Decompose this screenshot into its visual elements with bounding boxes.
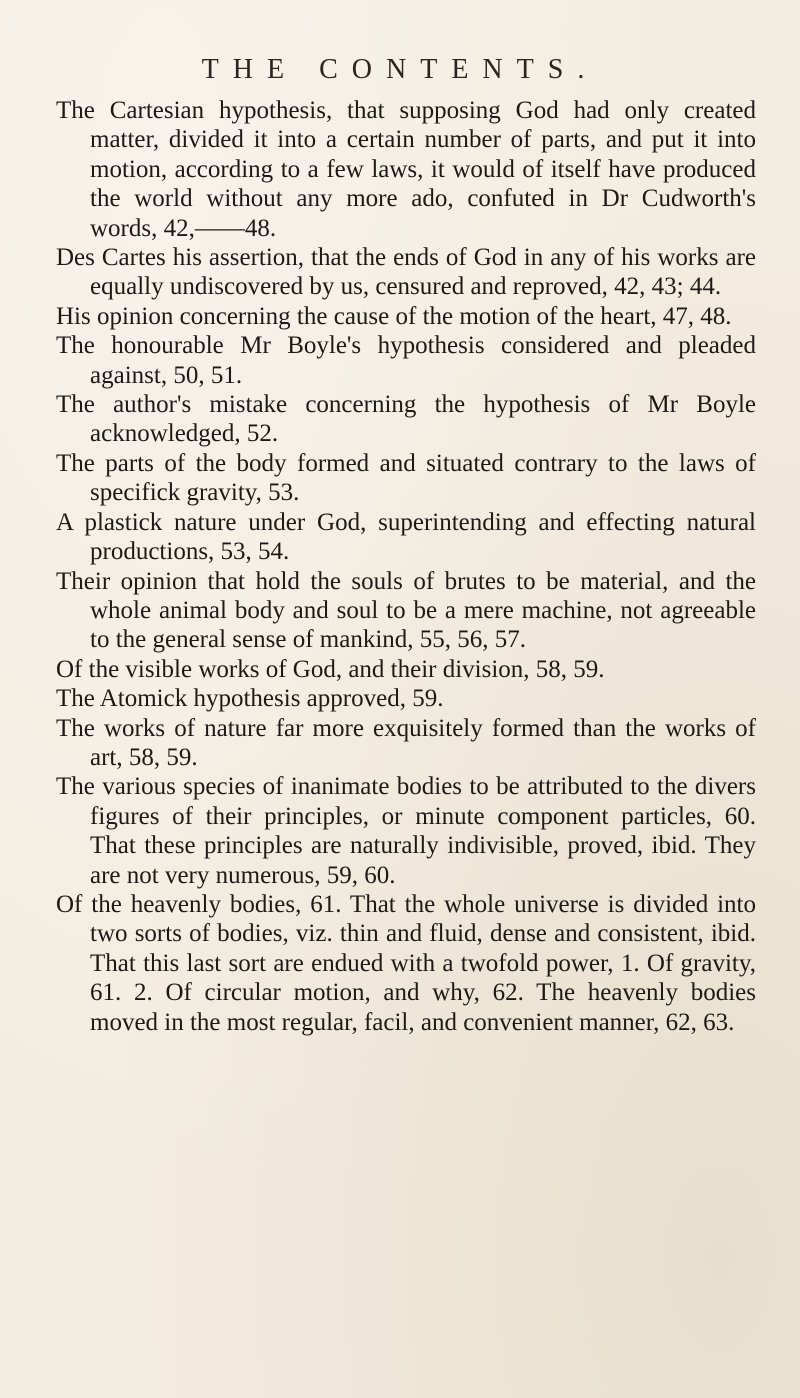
contents-entry: Of the heavenly bodies, 61. That the whole universe is divided into two sorts of bodies, viz. thin and fluid, dense and consistent, ibid. That this last sort are endued with a twofold power, 1. Of gravity, 61. 2. Of circular motion, and why, 62. The heavenly bodies moved in the most regular, facil, and convenient manner, 62, 63.	[56, 890, 756, 1036]
contents-entry: The honourable Mr Boyle's hypothesis considered and pleaded against, 50, 51.	[56, 332, 756, 389]
contents-entry: The parts of the body formed and situated contrary to the laws of specifick gravity, 53.	[56, 449, 756, 507]
contents-entry: Of the visible works of God, and their division, 58, 59.	[56, 655, 605, 683]
contents-entry: The various species of inanimate bodies to be attributed to the divers figures of their principles, or minute component particles, 60. That these principles are naturally indivisible, proved, ibid. They are not very numerous, 59, 60.	[56, 773, 756, 889]
contents-list	[56, 96, 756, 1037]
contents-entry: Their opinion that hold the souls of brutes to be material, and the whole animal body and soul to be a mere machine, not agreeable to the general sense of mankind, 55, 56, 57.	[56, 567, 756, 654]
contents-entry: The Atomick hypothesis approved, 59.	[56, 685, 444, 713]
contents-entry: The author's mistake concerning the hypothesis of Mr Boyle acknowledged, 52.	[56, 391, 756, 448]
contents-entry: The Cartesian hypothesis, that supposing God had only created matter, divided it into a certain number of parts, and put it into motion, according to a few laws, it would of itself have produced the world without any more ado, confuted in Dr Cudworth's words, 42,——48.	[56, 97, 756, 242]
contents-entry: A plastick nature under God, superintending and effecting natural productions, 53, 54.	[56, 508, 756, 566]
contents-entry: Des Cartes his assertion, that the ends of God in any of his works are equally undiscovered by us, censured and reproved, 42, 43; 44.	[56, 244, 756, 301]
page-header: THE CONTENTS.	[201, 54, 599, 85]
contents-entry: The works of nature far more exquisitely formed than the works of art, 58, 59.	[56, 714, 756, 771]
contents-entry: His opinion concerning the cause of the motion of the heart, 47, 48.	[56, 302, 732, 330]
